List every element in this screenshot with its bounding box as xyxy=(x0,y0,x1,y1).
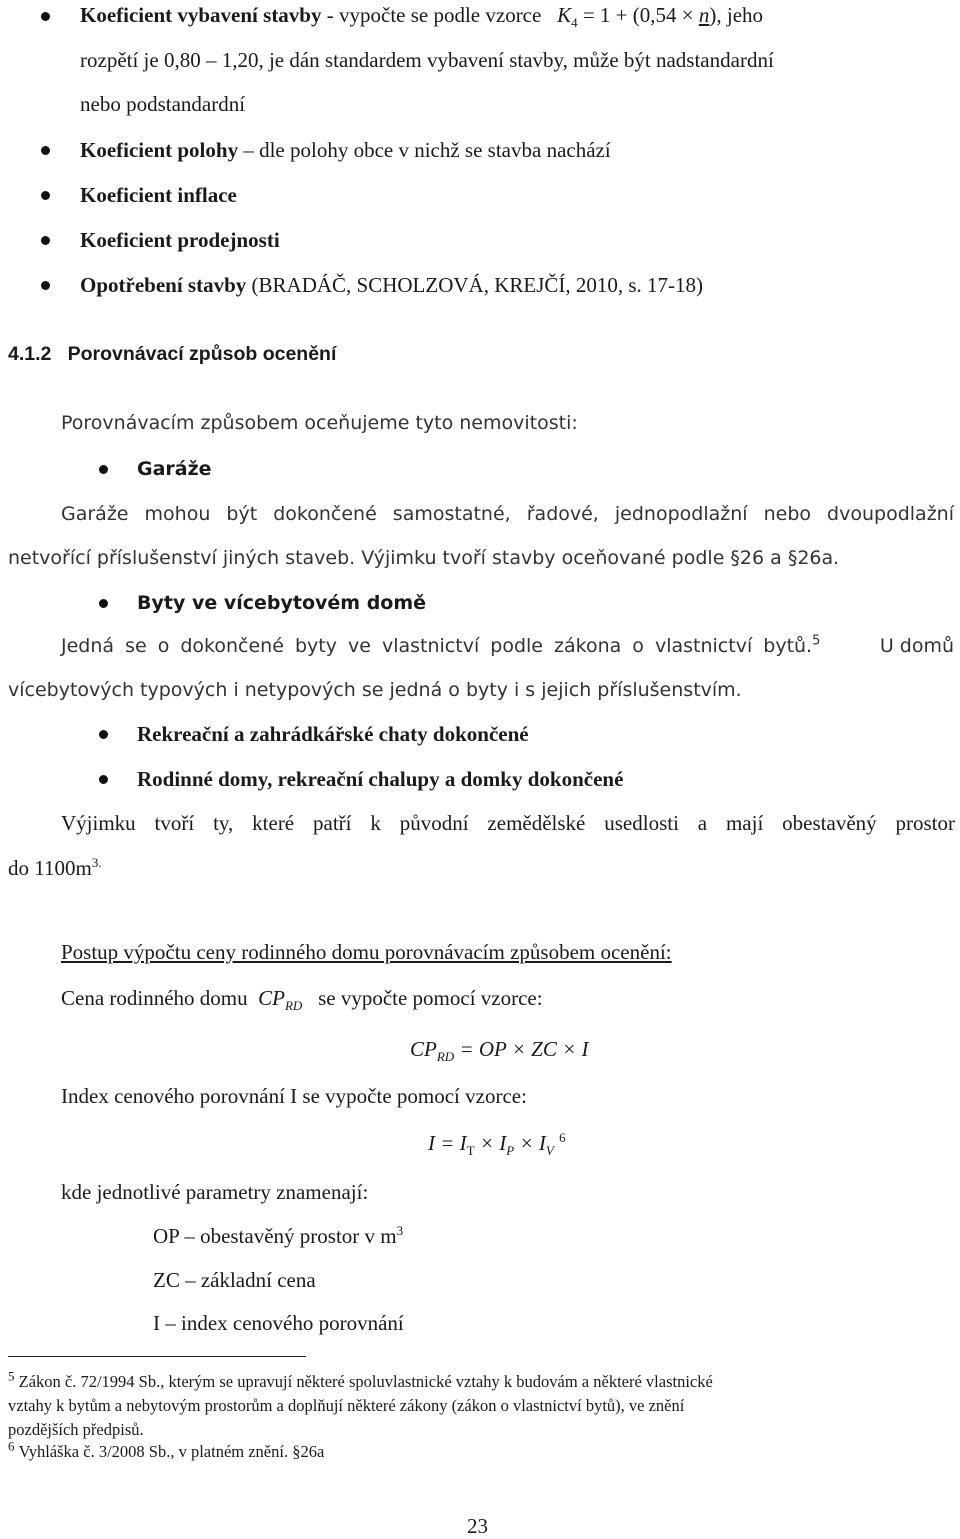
vyjimka-text-2 xyxy=(8,855,102,881)
bullet-title: Koeficient vybavení stavby xyxy=(80,3,322,27)
footnote-line: Vyhláška č. 3/2008 Sb., v platném znění. §26a xyxy=(18,1442,325,1461)
param-zc: ZC – základní cena xyxy=(153,1268,316,1292)
cena-cp: CP xyxy=(258,986,285,1010)
footnote-6 xyxy=(8,1438,325,1463)
formula-k: K xyxy=(557,3,572,27)
item-chaty: Rekreační a zahrádkářské chaty dokončené xyxy=(137,722,529,746)
cena-text: Cena rodinného domu xyxy=(61,986,248,1010)
bullet-icon xyxy=(41,236,50,245)
formula1-rhs: = OP × ZC × I xyxy=(454,1037,589,1061)
garaze-text-2: netvořící příslušenství jiných staveb. Výjimku tvoří stavby oceňované podle §26 a §26a. xyxy=(8,547,840,569)
bullet-text: – dle polohy obce v nichž se stavba nachází xyxy=(238,138,611,162)
bullet-opotrebeni xyxy=(80,272,703,298)
byty-text-1 xyxy=(61,633,954,659)
cena-rest: se vypočte pomocí vzorce: xyxy=(318,986,543,1010)
formula-close: ) xyxy=(709,3,717,27)
page-number: 23 xyxy=(467,1514,488,1538)
bullet-icon xyxy=(41,146,50,155)
bullet-title: Koeficient inflace xyxy=(80,183,237,207)
byty-text-tail: U domů xyxy=(879,635,954,657)
bullet-title: Koeficient polohy xyxy=(80,138,239,162)
bullet-vybaveni xyxy=(80,2,764,31)
param-i: I – index cenového porovnání xyxy=(153,1311,404,1335)
bullet-icon xyxy=(41,191,50,200)
vyjimka-text-1: Výjimku tvoří ty, které patří k původní zemědělské usedlosti a mají obestavěný prostor xyxy=(61,811,955,835)
footnote-num: 6 xyxy=(8,1438,15,1454)
footnote-ref-5: 5 xyxy=(812,633,821,649)
vyjimka-sup: 3. xyxy=(91,855,102,870)
bullet-inflace xyxy=(80,182,237,208)
formula2-p: P xyxy=(506,1143,515,1159)
formula2-t: T xyxy=(466,1143,475,1159)
params-intro: kde jednotlivé parametry znamenají: xyxy=(61,1180,369,1204)
bullet-icon xyxy=(41,12,50,21)
formula-index xyxy=(428,1130,566,1159)
formula2-m2: × I xyxy=(514,1131,546,1155)
bullet-icon xyxy=(99,775,108,784)
formula-n: n xyxy=(698,3,710,27)
byty-text-main: Jedná se o dokončené byty ve vlastnictví podle zákona o vlastnictví bytů. xyxy=(61,635,813,657)
bullet-icon xyxy=(99,465,108,474)
formula-expr: = 1 + (0,54 × xyxy=(577,3,699,27)
formula2-m1: × I xyxy=(474,1131,507,1155)
bullet-prodejnosti xyxy=(80,227,280,253)
bullet-text: (BRADÁČ, SCHOLZOVÁ, KREJČÍ, 2010, s. 17-18) xyxy=(246,273,704,297)
footnote-5-line3: pozdějších předpisů. xyxy=(8,1420,144,1439)
formula2-v: V xyxy=(545,1143,554,1159)
continuation-line-2: nebo podstandardní xyxy=(80,92,246,116)
formula-sub: 4 xyxy=(571,15,578,31)
bullet-title: Opotřebení stavby xyxy=(80,273,247,297)
item-domy: Rodinné domy, rekreační chalupy a domky dokončené xyxy=(137,767,624,791)
formula1-lhs: CP xyxy=(410,1037,437,1061)
garaze-text-1: Garáže mohou být dokončené samostatné, řadové, jednopodlažní nebo dvoupodlažní xyxy=(61,503,954,525)
cena-rd: RD xyxy=(284,998,303,1014)
item-byty: Byty ve vícebytovém domě xyxy=(137,592,427,614)
bullet-text: - vypočte se podle vzorce xyxy=(321,3,542,27)
param-sup: 3 xyxy=(396,1223,404,1238)
footnote-line: Zákon č. 72/1994 Sb., kterým se upravují některé spoluvlastnické vztahy k budovám a některé vlastnické xyxy=(18,1372,713,1391)
bullet-after: , jeho xyxy=(716,3,764,27)
formula-cp xyxy=(410,1036,589,1065)
bullet-title: Koeficient prodejnosti xyxy=(80,228,280,252)
index-text: Index cenového porovnání I se vypočte pomocí vzorce: xyxy=(61,1084,527,1108)
section-title: Porovnávací způsob ocenění xyxy=(67,343,337,365)
bullet-icon xyxy=(99,730,108,739)
vyjimka-main: do 1100m xyxy=(8,856,92,880)
footnote-5 xyxy=(8,1368,713,1393)
footnote-5-line2: vztahy k bytům a nebytovým prostorům a doplňují některé zákony (zákon o vlastnictví bytů), ve znění xyxy=(8,1396,685,1415)
bullet-icon xyxy=(99,599,108,608)
byty-text-2: vícebytových typových i netypových se jedná o byty i s jejich příslušenstvím. xyxy=(8,679,742,701)
footnote-ref-6: 6 xyxy=(559,1130,566,1145)
item-garaze: Garáže xyxy=(137,458,212,480)
footnote-divider xyxy=(8,1356,306,1357)
formula1-sub: RD xyxy=(436,1049,455,1065)
bullet-polohy xyxy=(80,137,611,163)
param-op xyxy=(153,1223,403,1249)
section-number: 4.1.2 xyxy=(8,343,52,365)
bullet-icon xyxy=(41,281,50,290)
section-heading xyxy=(8,343,336,366)
postup-heading: Postup výpočtu ceny rodinného domu porovnávacím způsobem ocenění: xyxy=(61,940,672,964)
intro-text: Porovnávacím způsobem oceňujeme tyto nemovitosti: xyxy=(61,412,578,434)
param-text: OP – obestavěný prostor v m xyxy=(153,1224,397,1248)
cena-line xyxy=(61,985,543,1014)
formula2-lhs: I = I xyxy=(428,1131,467,1155)
continuation-line-1: rozpětí je 0,80 – 1,20, je dán standardem vybavení stavby, může být nadstandardní xyxy=(80,48,774,72)
footnote-num: 5 xyxy=(8,1368,15,1384)
